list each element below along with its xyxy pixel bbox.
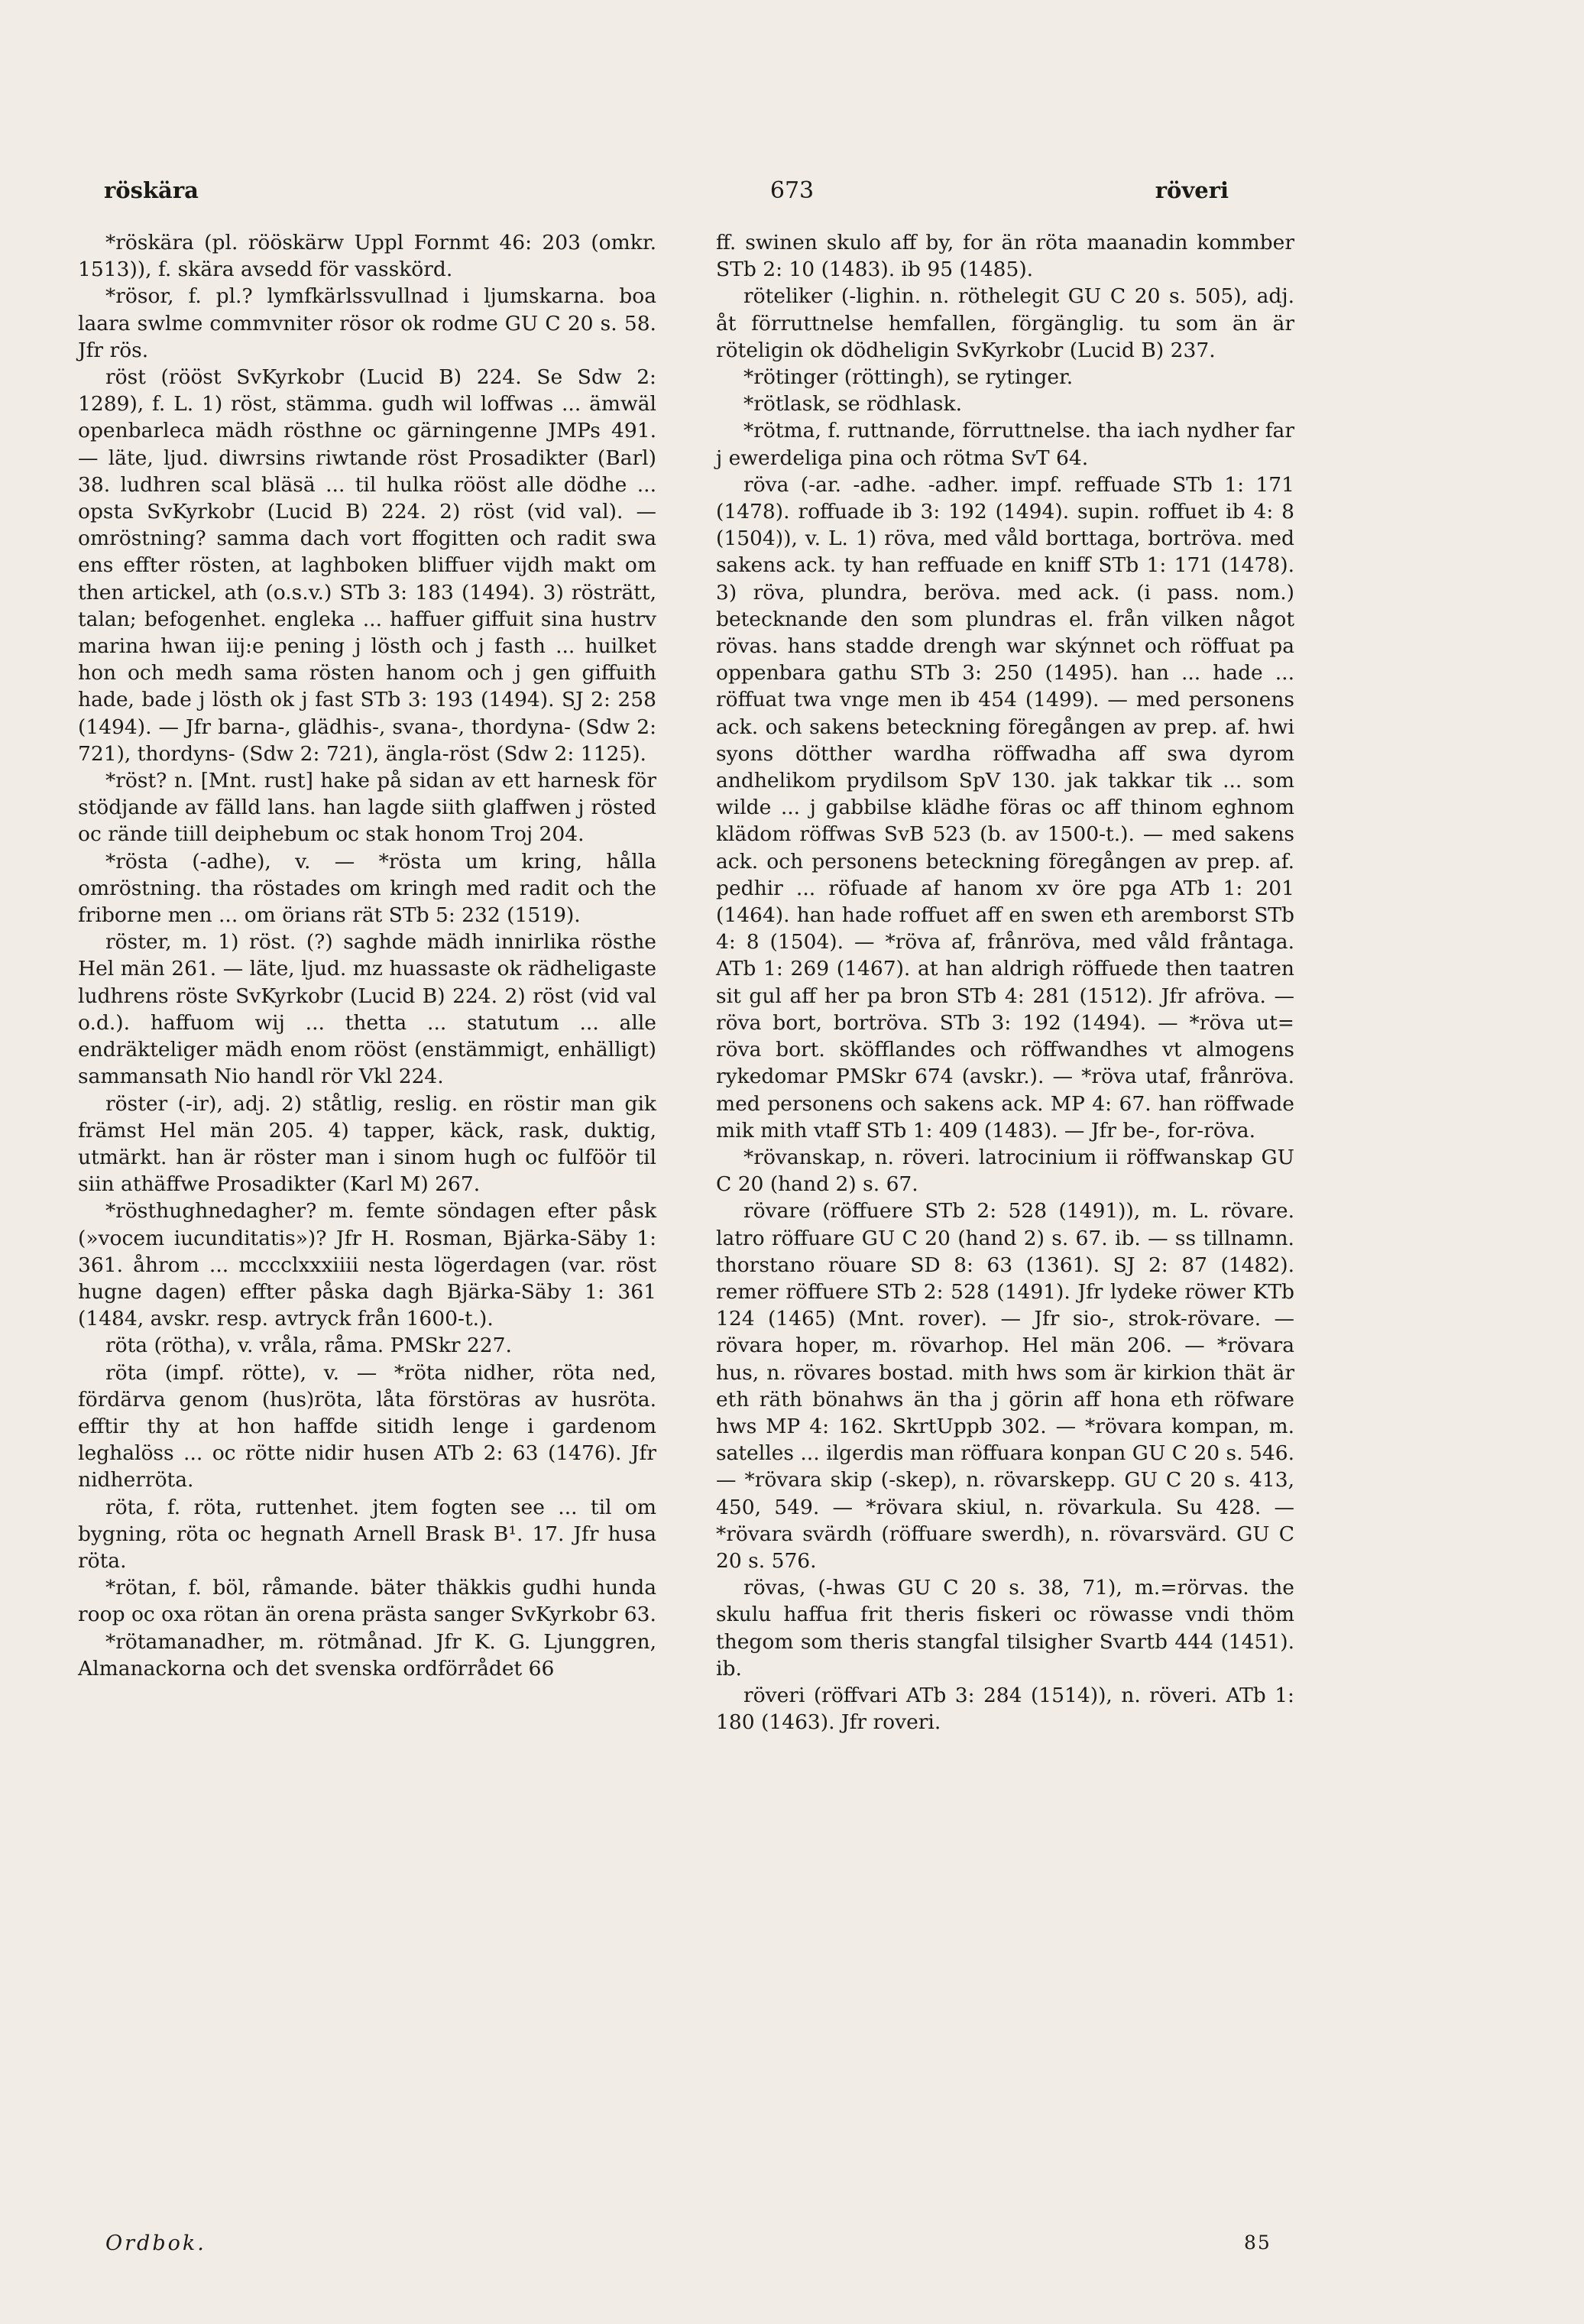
dictionary-entry: *rötamanadher, m. rötmånad. Jfr K. G. Ljunggren, Almanackorna och det svenska ordförrådet 66	[78, 1629, 656, 1681]
dictionary-entry: *röst? n. [Mnt. rust] hake på sidan av ett harnesk för stödjande av fälld lans. han lagde siith glaffwen j rösted oc rände tiill deiphebum oc stak honom Troj 204.	[78, 769, 656, 847]
dictionary-entry: röster, m. 1) röst. (?) saghde mädh innirlika rösthe Hel män 261. — läte, ljud. mz huassaste ok rädheligaste ludhrens röste SvKyrkobr (Lucid B) 224. 2) röst (vid val o.d.). haffuom wij ... thetta ... statutum ... alle endräkteliger mädh enom rööst (enstämmigt, enhälligt) sammansath Nio handl rör Vkl 224.	[78, 930, 656, 1089]
dictionary-entry: *rötlask, se rödhlask.	[743, 392, 963, 417]
dictionary-entry: röta (rötha), v. vråla, råma. PMSkr 227.	[105, 1334, 512, 1358]
dictionary-entry: *rösor, f. pl.? lymfkärlssvullnad i ljumskarna. boa laara swlme commvniter rösor ok rodme GU C 20 s. 58. Jfr rös.	[78, 284, 656, 362]
dictionary-entry: *rötinger (röttingh), se rytinger.	[743, 365, 1074, 390]
dictionary-entry: röst (rööst SvKyrkobr (Lucid B) 224. Se Sdw 2: 1289), f. L. 1) röst, stämma. gudh wil loffwas ... ämwäl openbarleca mädh rösthne oc gärningenne JMPs 491. — läte, ljud. diwrsins riwtande röst Prosadikter (Barl) 38. ludhren scal bläsä ... til hulka rööst alle dödhe ... opsta SvKyrkobr (Lucid B) 224. 2) röst (vid val). — omröstning? samma dach vort ffogitten och radit swa ens effter rösten, at laghboken bliffuer vijdh makt om then artickel, ath (o.s.v.) STb 3: 183 (1494). 3) rösträtt, talan; befogenhet. engleka ... haffuer giffuit sina hustrv marina hwan iij:e pening j lösth och j fasth ... huilket hon och medh sama rösten hanom och j gen giffuith hade, bade j lösth ok j fast STb 3: 193 (1494). SJ 2: 258 (1494). — Jfr barna-, glädhis-, svana-, thordyna- (Sdw 2: 721), thordyns- (Sdw 2: 721), ängla-röst (Sdw 2: 1125).	[78, 365, 656, 766]
dictionary-entry: *röskära (pl. rööskärw Uppl Fornmt 46: 203 (omkr. 1513)), f. skära avsedd för vasskörd.	[78, 231, 656, 282]
left-column	[78, 229, 656, 1682]
dictionary-entry: röta (impf. rötte), v. — *röta nidher, röta ned, fördärva genom (hus)röta, låta förstöras av husröta. efftir thy at hon haffde sitidh lenge i gardenom leghalöss ... oc rötte nidir husen ATb 2: 63 (1476). Jfr nidherröta.	[78, 1360, 656, 1493]
dictionary-entry: *rösta (-adhe), v. — *rösta um kring, hålla omröstning. tha röstades om kringh med radit och the friborne men ... om örians rät STb 5: 232 (1519).	[78, 849, 656, 928]
running-head-right: röveri	[1155, 177, 1229, 203]
footer-signature: Ordbok.	[105, 2232, 206, 2255]
running-head-left: röskära	[104, 177, 199, 203]
dictionary-entry: *rösthughnedagher? m. femte söndagen efter påsk (»vocem iucunditatis»)? Jfr H. Rosman, Bjärka-Säby 1: 361. åhrom ... mccclxxxiiii nesta lögerdagen (var. röst hugne dagen) effter påska dagh Bjärka-Säby 1: 361 (1484, avskr. resp. avtryck från 1600-t.).	[78, 1199, 656, 1331]
dictionary-entry: röveri (röffvari ATb 3: 284 (1514)), n. röveri. ATb 1: 180 (1463). Jfr roveri.	[716, 1683, 1294, 1735]
entry-continuation: ff. swinen skulo aff by, for än röta maanadin kommber STb 2: 10 (1483). ib 95 (1485).	[716, 231, 1294, 282]
dictionary-entry: röta, f. röta, ruttenhet. jtem fogten see ... til om bygning, röta oc hegnath Arnell Brask B¹. 17. Jfr husa röta.	[78, 1495, 656, 1573]
page-number: 673	[769, 177, 815, 204]
dictionary-entry: röster (-ir), adj. 2) ståtlig, reslig. en röstir man gik främst Hel män 205. 4) tapper, käck, rask, duktig, utmärkt. han är röster man i sinom hugh oc fulföör til siin athäffwe Prosadikter (Karl M) 267.	[78, 1091, 656, 1197]
dictionary-entry: *rötan, f. böl, råmande. bäter thäkkis gudhi hunda roop oc oxa rötan än orena prästa sanger SvKyrkobr 63.	[78, 1576, 656, 1627]
right-column	[716, 229, 1294, 1736]
dictionary-entry: rövas, (-hwas GU C 20 s. 38, 71), m.=rörvas. the skulu haffua frit theris fiskeri oc röwasse vndi thöm thegom som theris stangfal tilsigher Svartb 444 (1451). ib.	[716, 1576, 1294, 1681]
dictionary-entry: rövare (röffuere STb 2: 528 (1491)), m. L. rövare. latro röffuare GU C 20 (hand 2) s. 67. ib. — ss tillnamn. thorstano röuare SD 8: 63 (1361). SJ 2: 87 (1482). remer röffuere STb 2: 528 (1491). Jfr lydeke röwer KTb 124 (1465) (Mnt. rover). — Jfr sio-, strok-rövare. — rövara hoper, m. rövarhop. Hel män 206. — *rövara hus, n. rövares bostad. mith hws som är kirkion thät är eth räth bönahws än tha j görin aff hona eth röfware hws MP 4: 162. SkrtUppb 302. — *rövara kompan, m. satelles ... ilgerdis man röffuara konpan GU C 20 s. 546. — *rövara skip (-skep), n. rövarskepp. GU C 20 s. 413, 450, 549. — *rövara skiul, n. rövarkula. Su 428. — *rövara svärdh (röffuare swerdh), n. rövarsvärd. GU C 20 s. 576.	[716, 1199, 1294, 1573]
footer-sheet-number: 85	[1244, 2232, 1271, 2254]
dictionary-entry: *rövanskap, n. röveri. latrocinium ii röffwanskap GU C 20 (hand 2) s. 67.	[716, 1145, 1294, 1197]
dictionary-entry: röteliker (-lighin. n. röthelegit GU C 20 s. 505), adj. åt förruttnelse hemfallen, förgänglig. tu som än är röteligin ok dödheligin SvKyrkobr (Lucid B) 237.	[716, 284, 1294, 362]
dictionary-entry: röva (-ar. -adhe. -adher. impf. reffuade STb 1: 171 (1478). roffuade ib 3: 192 (1494). supin. roffuet ib 4: 8 (1504)), v. L. 1) röva, med våld borttaga, bortröva. med sakens ack. ty han reffuade en kniff STb 1: 171 (1478). 3) röva, plundra, beröva. med ack. (i pass. nom.) betecknande den som plundras el. från vilken något rövas. hans stadde drengh war skýnnet och röffuat pa oppenbara gathu STb 3: 250 (1495). han ... hade ... röffuat twa vnge men ib 454 (1499). — med personens ack. och sakens beteckning föregången av prep. af. hwi syons dötther wardha röffwadha aff swa dyrom andhelikom prydilsom SpV 130. jak takkar tik ... som wilde ... j gabbilse klädhe föras oc aff thinom eghnom klädom röffwas SvB 523 (b. av 1500-t.). — med sakens ack. och personens beteckning föregången av prep. af. pedhir ... röfuade af hanom xv öre pga ATb 1: 201 (1464). han hade roffuet aff en swen eth aremborst STb 4: 8 (1504). — *röva af, frånröva, med våld fråntaga. ATb 1: 269 (1467). at han aldrigh röffuede then taatren sit gul aff her pa bron STb 4: 281 (1512). Jfr afröva. — röva bort, bortröva. STb 3: 192 (1494). — *röva ut= röva bort. sköfflandes och röffwandhes vt almogens rykedomar PMSkr 674 (avskr.). — *röva utaf, frånröva. med personens och sakens ack. MP 4: 67. han röffwade mik mith vtaff STb 1: 409 (1483). — Jfr be-, for-röva.	[716, 472, 1294, 1143]
dictionary-entry: *rötma, f. ruttnande, förruttnelse. tha iach nydher far j ewerdeliga pina och rötma SvT 64.	[716, 419, 1294, 470]
